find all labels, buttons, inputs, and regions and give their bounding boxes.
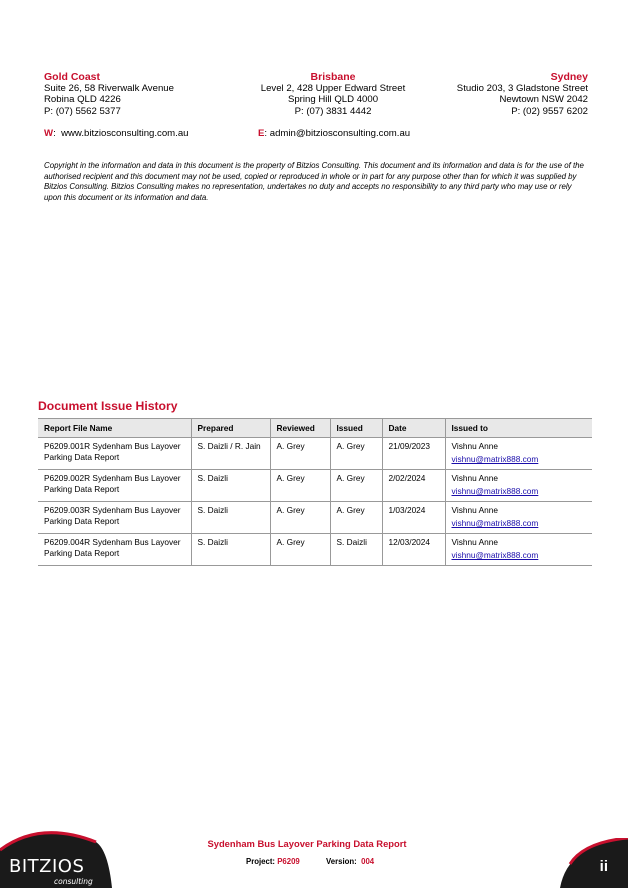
office-city: Brisbane	[310, 71, 356, 83]
issued-to	[445, 470, 592, 502]
issued-by: A. Grey	[330, 470, 382, 502]
website-line: W: www.bitziosconsulting.com.au	[44, 128, 189, 139]
office-address-line1: Level 2, 428 Upper Edward Street	[260, 83, 406, 94]
recipient-name: Vishnu Anne	[451, 537, 498, 547]
recipient-email-link[interactable]: vishnu@matrix888.com	[451, 550, 539, 560]
version-number: 004	[361, 857, 375, 866]
table-row	[38, 470, 592, 502]
web-prefix: W	[44, 128, 54, 139]
office-city: Gold Coast	[44, 71, 101, 83]
office-address-line2: Robina QLD 4226	[44, 94, 121, 106]
version-label: Version:	[326, 857, 357, 866]
column-header: Date	[382, 419, 445, 438]
issue-date: 21/09/2023	[382, 438, 445, 470]
issued-to	[445, 502, 592, 534]
recipient-email-link[interactable]: vishnu@matrix888.com	[451, 454, 539, 464]
column-header: Reviewed	[270, 419, 330, 438]
issue-history-title: Document Issue History	[38, 399, 178, 413]
email-link[interactable]: admin@bitziosconsulting.com.au	[269, 128, 411, 139]
reviewed-by: A. Grey	[270, 534, 330, 566]
reviewed-by: A. Grey	[270, 470, 330, 502]
footer-report-title: Sydenham Bus Layover Parking Data Report	[207, 838, 407, 849]
report-file-name: P6209.002R Sydenham Bus Layover Parking Data Report	[38, 470, 191, 502]
report-file-name: P6209.004R Sydenham Bus Layover Parking Data Report	[38, 534, 191, 566]
prepared-by: S. Daizli	[191, 470, 270, 502]
table-header-row	[38, 419, 592, 438]
office-address-line1: Suite 26, 58 Riverwalk Avenue	[44, 83, 174, 94]
issue-date: 1/03/2024	[382, 502, 445, 534]
project-label: Project:	[246, 857, 276, 866]
footer-version	[326, 857, 374, 866]
project-number: P6209	[277, 857, 300, 866]
issue-date: 2/02/2024	[382, 470, 445, 502]
bitzios-logo	[0, 828, 112, 888]
issued-by: S. Daizli	[330, 534, 382, 566]
table-row	[38, 438, 592, 470]
issue-history-table	[38, 418, 592, 566]
recipient-name: Vishnu Anne	[451, 505, 498, 515]
issued-to	[445, 534, 592, 566]
office-phone: P: (02) 9557 6202	[511, 105, 588, 117]
email-prefix: E	[258, 128, 265, 139]
email-line: E: admin@bitziosconsulting.com.au	[258, 128, 411, 139]
copyright-notice: Copyright in the information and data in this document is the property of Bitzios Consulting. This document and its information and data is for the use of the authorised recipient and this document may not be used, copied or reproduced in whole or in part for any purpose other than for which it was supplied by Bitzios Consulting. Bitzios Consulting makes no representation, undertakes no duty and accepts no responsibility to any third party who may use or rely upon this document or its information and data.	[44, 161, 584, 202]
recipient-name: Vishnu Anne	[451, 473, 498, 483]
office-address-line1: Studio 203, 3 Gladstone Street	[456, 83, 588, 94]
recipient-email-link[interactable]: vishnu@matrix888.com	[451, 518, 539, 528]
report-file-name: P6209.003R Sydenham Bus Layover Parking Data Report	[38, 502, 191, 534]
report-file-name: P6209.001R Sydenham Bus Layover Parking Data Report	[38, 438, 191, 470]
issued-to	[445, 438, 592, 470]
website-link[interactable]: www.bitziosconsulting.com.au	[61, 128, 189, 139]
page-number: ii	[599, 858, 608, 875]
issued-by: A. Grey	[330, 502, 382, 534]
table-row	[38, 502, 592, 534]
office-address-line2: Spring Hill QLD 4000	[287, 94, 379, 106]
office-sydney	[457, 71, 588, 117]
office-city: Sydney	[550, 71, 588, 83]
column-header: Issued to	[445, 419, 592, 438]
footer-project	[246, 857, 300, 866]
reviewed-by: A. Grey	[270, 502, 330, 534]
table-row	[38, 534, 592, 566]
recipient-name: Vishnu Anne	[451, 441, 498, 451]
office-brisbane	[230, 71, 436, 117]
logo-wordmark: BITZIOS	[9, 856, 85, 877]
office-phone: P: (07) 3831 4442	[294, 105, 372, 117]
office-phone: P: (07) 5562 5377	[44, 105, 121, 117]
recipient-email-link[interactable]: vishnu@matrix888.com	[451, 486, 539, 496]
issued-by: A. Grey	[330, 438, 382, 470]
office-gold-coast	[44, 71, 174, 117]
prepared-by: S. Daizli / R. Jain	[191, 438, 270, 470]
page-corner-shape	[560, 838, 628, 888]
prepared-by: S. Daizli	[191, 502, 270, 534]
reviewed-by: A. Grey	[270, 438, 330, 470]
prepared-by: S. Daizli	[191, 534, 270, 566]
column-header: Report File Name	[38, 419, 191, 438]
office-address-line2: Newtown NSW 2042	[499, 94, 588, 106]
logo-subtext: consulting	[54, 877, 93, 886]
column-header: Prepared	[191, 419, 270, 438]
column-header: Issued	[330, 419, 382, 438]
issue-date: 12/03/2024	[382, 534, 445, 566]
